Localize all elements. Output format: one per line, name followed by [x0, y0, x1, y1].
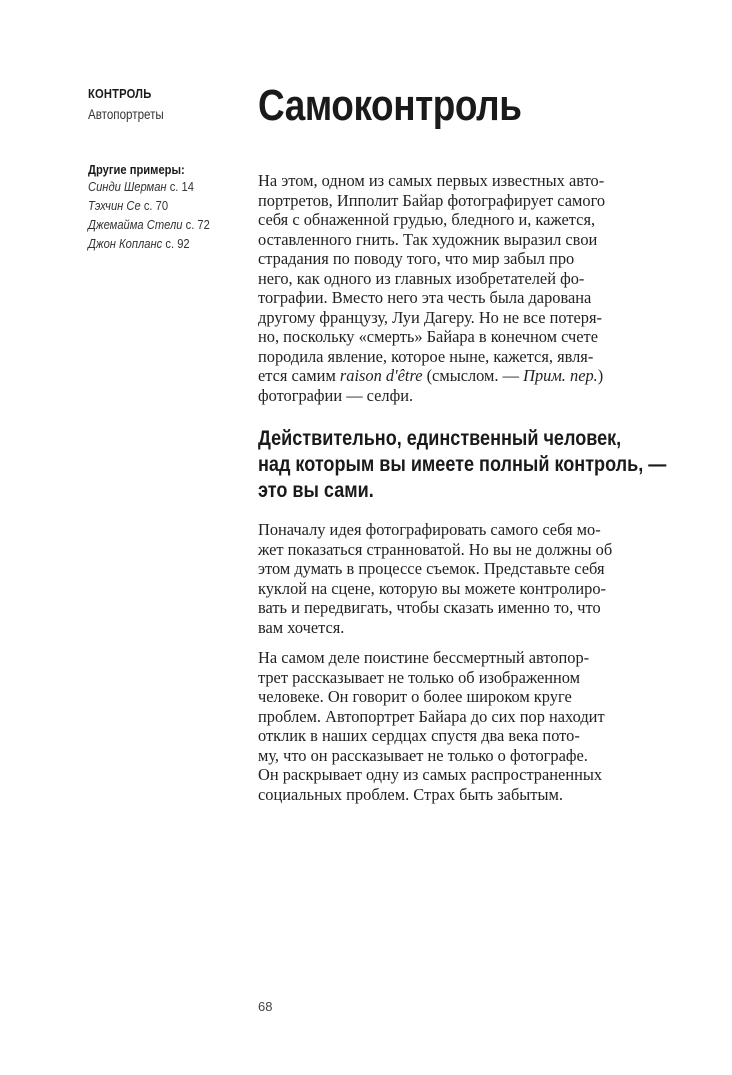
example-page: с. 92	[165, 236, 190, 251]
page-number: 68	[258, 999, 273, 1014]
quote-line: над которым вы имеете полный контроль, —	[258, 453, 667, 476]
translator-note: Прим. пер.	[523, 366, 598, 385]
sidebar	[88, 86, 238, 253]
quote-line: это вы сами.	[258, 479, 374, 502]
paragraph-1	[258, 171, 668, 405]
text-line: оставленного гнить. Так художник выразил свои	[258, 229, 598, 249]
text-fragment: )	[597, 366, 604, 385]
text-line: тографии. Вместо него эта честь была дарована	[258, 288, 592, 307]
text-fragment: (смыслом. —	[422, 366, 524, 385]
pull-quote	[258, 426, 671, 504]
example-item	[88, 177, 217, 196]
paragraph-3	[258, 648, 668, 804]
main-content	[258, 80, 668, 804]
section-subtitle: Автопортреты	[88, 107, 164, 122]
text-line: жет показаться странноватой. Но вы не должны об	[258, 539, 613, 559]
text-line: му, что он рассказывает не только о фотографе.	[258, 745, 588, 765]
page-title: Самоконтроль	[258, 81, 522, 130]
text-line: вать и передвигать, чтобы сказать именно то, что	[258, 598, 601, 617]
example-name: Синди Шерман	[88, 179, 167, 194]
example-page: с. 14	[169, 179, 194, 194]
text-line: социальных проблем. Страх быть забытым.	[258, 784, 563, 804]
other-examples	[88, 162, 238, 253]
example-item	[88, 215, 217, 234]
text-line: портретов, Ипполит Байар фотографирует самого	[258, 190, 606, 210]
text-line: вам хочется.	[258, 617, 345, 637]
example-item	[88, 234, 217, 253]
examples-title: Другие примеры:	[88, 162, 185, 177]
text-line: страдания по поводу того, что мир забыл про	[258, 249, 575, 268]
text-line: На этом, одном из самых первых известных авто-	[258, 171, 605, 190]
text-line	[258, 366, 668, 386]
text-line: человеке. Он говорит о более широком круге	[258, 687, 572, 706]
section-label: КОНТРОЛЬ	[88, 86, 152, 101]
text-line: фотографии — селфи.	[258, 385, 414, 405]
example-name: Тэхчин Се	[88, 198, 141, 213]
text-line: На самом деле поистине бессмертный автопор-	[258, 648, 590, 667]
text-line: Поначалу идея фотографировать самого себя мо-	[258, 520, 601, 539]
example-name: Джемайма Стели	[88, 217, 183, 232]
italic-phrase: raison d'être	[339, 366, 423, 385]
text-line: но, поскольку «смерть» Байара в конечном счете	[258, 327, 598, 346]
example-page: с. 72	[185, 217, 210, 232]
text-line: отклик в наших сердцах спустя два века пото-	[258, 726, 580, 745]
example-name: Джон Копланс	[88, 236, 163, 251]
paragraph-2	[258, 520, 668, 637]
text-line: куклой на сцене, которую вы можете контролиро-	[258, 578, 606, 598]
example-page: с. 70	[143, 198, 169, 213]
text-line: породила явление, которое ныне, кажется, явля-	[258, 346, 594, 366]
example-item	[88, 196, 217, 215]
text-line: него, как одного из главных изобретателей фо-	[258, 268, 585, 288]
quote-line: Действительно, единственный человек,	[258, 427, 622, 450]
text-line: трет рассказывает не только об изображенном	[258, 667, 581, 687]
text-line: этом думать в процессе съемок. Представьте себя	[258, 559, 605, 578]
text-line: проблем. Автопортрет Байара до сих пор находит	[258, 706, 605, 726]
text-line: Он раскрывает одну из самых распространенных	[258, 765, 603, 784]
text-line: другому французу, Луи Дагеру. Но не все потеря-	[258, 307, 602, 327]
text-line: себя с обнаженной грудью, бледного и, кажется,	[258, 210, 596, 229]
text-fragment: ется самим	[258, 366, 340, 385]
